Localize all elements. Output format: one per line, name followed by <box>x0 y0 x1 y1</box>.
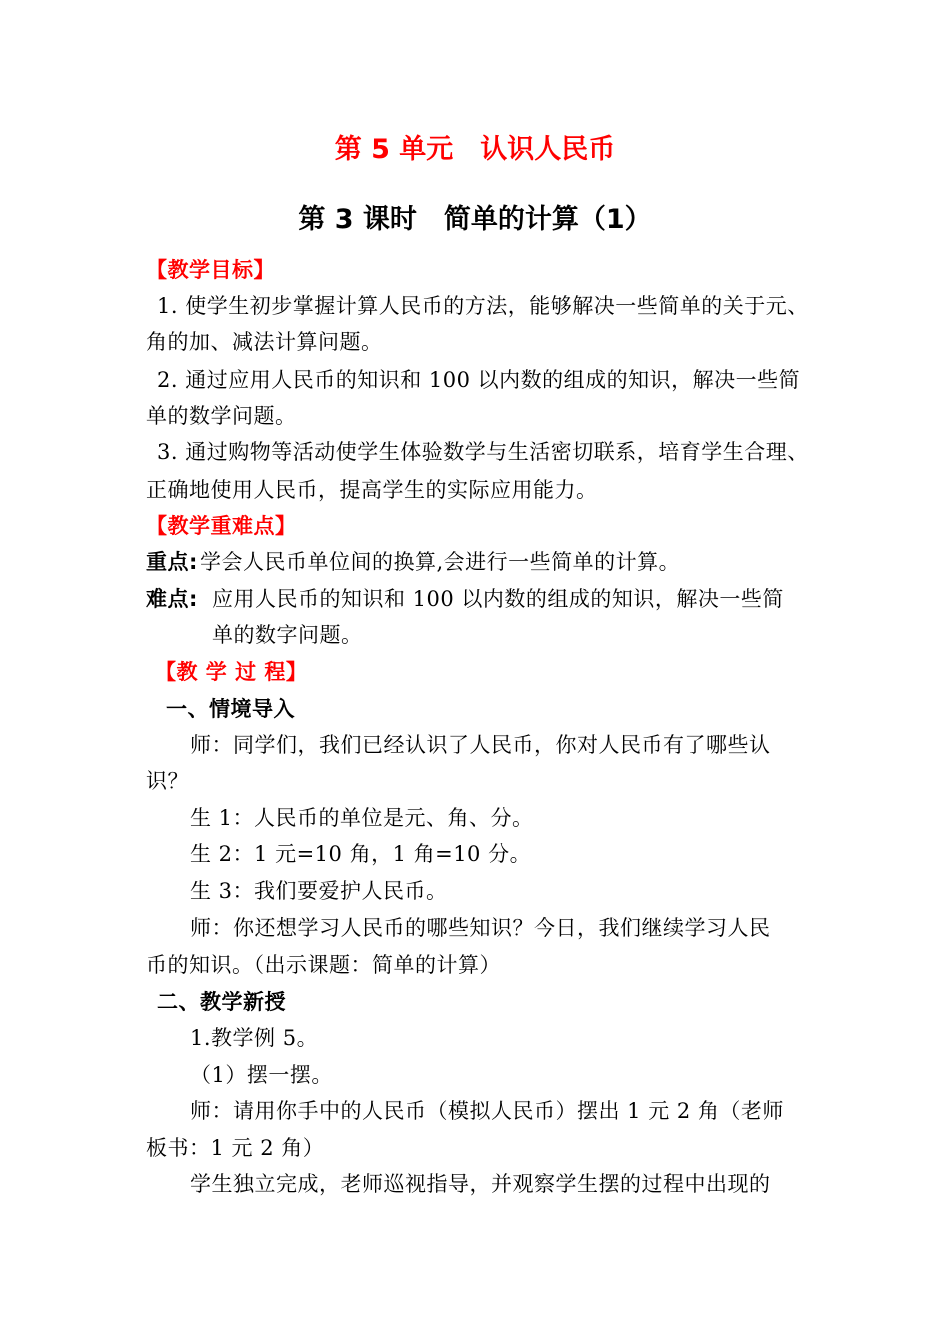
paragraph-4: 生 3：我们要爱护人民币。 <box>190 879 448 903</box>
heading-process: 【教 学 过 程】 <box>155 660 308 684</box>
paragraph-1-line-2: 识？ <box>146 769 189 793</box>
goal-2-line-2: 单的数学问题。 <box>146 404 297 428</box>
paragraph-6: 1.教学例 5。 <box>190 1026 319 1050</box>
section-2-title: 二、教学新授 <box>157 990 286 1014</box>
goal-2-line-1: 2. 通过应用人民币的知识和 100 以内数的组成的知识，解决一些简 <box>157 368 801 392</box>
paragraph-8-line-1: 师：请用你手中的人民币（模拟人民币）摆出 1 元 2 角（老师 <box>190 1099 784 1123</box>
difficulty-text-line-2: 单的数字问题。 <box>212 623 363 647</box>
paragraph-7: （1）摆一摆。 <box>190 1063 333 1087</box>
paragraph-5-line-2: 币的知识。（出示课题：简单的计算） <box>146 953 501 977</box>
paragraph-2: 生 1：人民币的单位是元、角、分。 <box>190 806 534 830</box>
paragraph-3: 生 2：1 元=10 角，1 角=10 分。 <box>190 842 532 866</box>
goal-1-line-1: 1. 使学生初步掌握计算人民币的方法，能够解决一些简单的关于元、 <box>157 294 809 318</box>
goal-1-line-2: 角的加、减法计算问题。 <box>146 330 383 354</box>
goal-3-line-1: 3. 通过购物等活动使学生体验数学与生活密切联系，培育学生合理、 <box>157 440 809 464</box>
paragraph-8-line-2: 板书：1 元 2 角） <box>146 1136 325 1160</box>
key-point-label: 重点: <box>146 550 198 574</box>
key-point-text: 学会人民币单位间的换算,会进行一些简单的计算。 <box>200 550 681 574</box>
heading-keypoints: 【教学重难点】 <box>146 514 297 538</box>
unit-title: 第 5 单元 认识人民币 <box>334 134 616 165</box>
goal-3-line-2: 正确地使用人民币，提高学生的实际应用能力。 <box>146 478 598 502</box>
paragraph-5-line-1: 师：你还想学习人民币的哪些知识？今日，我们继续学习人民 <box>190 916 771 940</box>
difficulty-text-line-1: 应用人民币的知识和 100 以内数的组成的知识，解决一些简 <box>212 587 784 611</box>
paragraph-1-line-1: 师：同学们，我们已经认识了人民币，你对人民币有了哪些认 <box>190 733 771 757</box>
difficulty-label: 难点: <box>146 587 198 611</box>
paragraph-9: 学生独立完成，老师巡视指导，并观察学生摆的过程中出现的 <box>190 1172 771 1196</box>
heading-goals: 【教学目标】 <box>146 258 275 282</box>
section-1-title: 一、情境导入 <box>166 697 295 721</box>
lesson-title: 第 3 课时 简单的计算（1） <box>298 204 652 235</box>
